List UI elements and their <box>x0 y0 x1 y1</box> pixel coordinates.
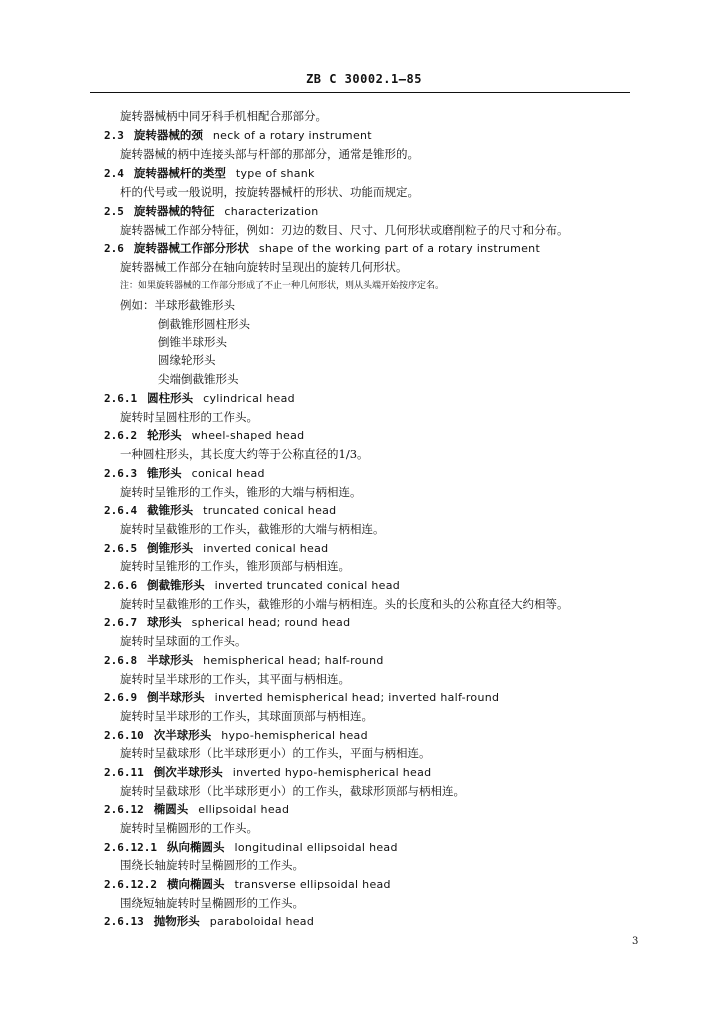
definition-text: 旋转器械的柄中连接头部与杆部的那部分，通常是锥形的。 <box>120 147 419 161</box>
term-entry <box>104 801 289 818</box>
clause-number: 2.6.6 <box>104 579 138 592</box>
term-chinese: 纵向椭圆头 <box>166 840 225 854</box>
term-chinese: 倒锥形头 <box>147 541 194 555</box>
definition-text: 旋转时呈半球形的工作头，其球面顶部与柄相连。 <box>120 709 373 723</box>
term-english: inverted conical head <box>203 542 329 555</box>
term-english: hemispherical head; half-round <box>203 654 384 667</box>
term-english: paraboloidal head <box>209 915 315 928</box>
term-entry <box>104 203 319 220</box>
term-english: ellipsoidal head <box>198 803 290 816</box>
term-english: hypo-hemispherical head <box>221 729 368 742</box>
clause-number: 2.6.5 <box>104 542 138 555</box>
definition-text: 围绕长轴旋转时呈椭圆形的工作头。 <box>120 858 304 872</box>
term-entry <box>104 614 350 631</box>
clause-number: 2.6.12 <box>104 803 144 816</box>
clause-number: 2.6.10 <box>104 729 144 742</box>
clause-number: 2.6.7 <box>104 616 138 629</box>
term-entry <box>104 127 372 144</box>
term-chinese: 半球形头 <box>147 653 194 667</box>
term-english: cylindrical head <box>203 392 295 405</box>
clause-number: 2.6.8 <box>104 654 138 667</box>
clause-number: 2.6.9 <box>104 691 138 704</box>
definition-text: 尖端倒截锥形头 <box>158 372 239 386</box>
document-header: ZB C 30002.1—85 <box>306 72 422 86</box>
clause-number: 2.5 <box>104 205 124 218</box>
definition-text: 旋转器械工作部分特征，例如：刃边的数目、尺寸、几何形状或磨削粒子的尺寸和分布。 <box>120 223 569 237</box>
definition-text: 旋转时呈球面的工作头。 <box>120 634 247 648</box>
definition-text: 旋转时呈截锥形的工作头，截锥形的大端与柄相连。 <box>120 522 385 536</box>
term-chinese: 抛物形头 <box>153 914 200 928</box>
term-chinese: 椭圆头 <box>153 802 189 816</box>
term-entry <box>104 502 336 519</box>
clause-number: 2.6.13 <box>104 915 144 928</box>
term-english: transverse ellipsoidal head <box>234 878 391 891</box>
term-entry <box>104 839 398 856</box>
clause-number: 2.3 <box>104 129 124 142</box>
clause-number: 2.6.12.1 <box>104 841 157 854</box>
term-chinese: 锥形头 <box>147 466 182 480</box>
term-chinese: 倒次半球形头 <box>153 765 223 779</box>
term-chinese: 截锥形头 <box>147 503 194 517</box>
term-chinese: 倒半球形头 <box>147 690 205 704</box>
clause-number: 2.6.2 <box>104 429 138 442</box>
term-entry <box>104 390 295 407</box>
term-chinese: 旋转器械杆的类型 <box>133 166 226 180</box>
clause-number: 2.6.12.2 <box>104 878 157 891</box>
term-entry <box>104 652 384 669</box>
definition-text: 旋转器械工作部分在轴向旋转时呈现出的旋转几何形状。 <box>120 260 408 274</box>
clause-number: 2.4 <box>104 167 124 180</box>
term-english: shape of the working part of a rotary instrument <box>258 242 541 255</box>
definition-text: 旋转时呈截球形（比半球形更小）的工作头，平面与柄相连。 <box>120 746 431 760</box>
clause-number: 2.6 <box>104 242 124 255</box>
term-english: conical head <box>191 467 265 480</box>
term-chinese: 旋转器械的颈 <box>133 128 203 142</box>
term-entry <box>104 540 328 557</box>
term-entry <box>104 240 540 257</box>
definition-text: 杆的代号或一般说明，按旋转器械杆的形状、功能而规定。 <box>120 185 419 199</box>
term-entry <box>104 165 315 182</box>
definition-text: 围绕短轴旋转时呈椭圆形的工作头。 <box>120 896 304 910</box>
definition-text: 倒锥半球形头 <box>158 335 227 349</box>
definition-text: 旋转器械柄中同牙科手机相配合那部分。 <box>120 109 327 123</box>
term-entry <box>104 764 431 781</box>
term-english: wheel-shaped head <box>191 429 305 442</box>
term-english: characterization <box>224 205 319 218</box>
term-english: inverted hypo-hemispherical head <box>232 766 432 779</box>
term-entry <box>104 427 304 444</box>
term-entry <box>104 577 400 594</box>
term-english: spherical head; round head <box>191 616 351 629</box>
definition-text: 旋转时呈椭圆形的工作头。 <box>120 821 258 835</box>
term-entry <box>104 727 368 744</box>
definition-text: 旋转时呈锥形的工作头，锥形的大端与柄相连。 <box>120 485 362 499</box>
term-chinese: 旋转器械工作部分形状 <box>133 241 249 255</box>
definition-text: 一种圆柱形头，其长度大约等于公称直径的1/3。 <box>120 447 369 461</box>
term-chinese: 轮形头 <box>147 428 182 442</box>
term-entry <box>104 689 499 706</box>
clause-number: 2.6.4 <box>104 504 138 517</box>
definition-text: 旋转时呈锥形的工作头，锥形顶部与柄相连。 <box>120 559 350 573</box>
term-english: type of shank <box>235 167 315 180</box>
definition-text: 例如：半球形截锥形头 <box>120 298 235 312</box>
term-entry <box>104 465 265 482</box>
definition-text: 圆缘轮形头 <box>158 353 216 367</box>
note-text: 注：如果旋转器械的工作部分形成了不止一种几何形状，则从头端开始按序定名。 <box>120 281 445 291</box>
definition-text: 旋转时呈半球形的工作头，其平面与柄相连。 <box>120 672 350 686</box>
term-chinese: 球形头 <box>147 615 182 629</box>
term-chinese: 旋转器械的特征 <box>133 204 215 218</box>
term-english: inverted truncated conical head <box>214 579 401 592</box>
term-chinese: 圆柱形头 <box>147 391 194 405</box>
term-entry <box>104 876 391 893</box>
term-english: longitudinal ellipsoidal head <box>234 841 398 854</box>
clause-number: 2.6.3 <box>104 467 138 480</box>
term-english: truncated conical head <box>203 504 337 517</box>
term-english: neck of a rotary instrument <box>212 129 372 142</box>
term-chinese: 倒截锥形头 <box>147 578 205 592</box>
term-chinese: 横向椭圆头 <box>166 877 225 891</box>
term-chinese: 次半球形头 <box>153 728 212 742</box>
clause-number: 2.6.1 <box>104 392 138 405</box>
definition-text: 倒截锥形圆柱形头 <box>158 317 250 331</box>
definition-text: 旋转时呈圆柱形的工作头。 <box>120 410 258 424</box>
term-entry <box>104 913 314 930</box>
clause-number: 2.6.11 <box>104 766 144 779</box>
definition-text: 旋转时呈截球形（比半球形更小）的工作头，截球形顶部与柄相连。 <box>120 784 465 798</box>
term-english: inverted hemispherical head; inverted half-round <box>214 691 500 704</box>
definition-text: 旋转时呈截锥形的工作头，截锥形的小端与柄相连。头的长度和头的公称直径大约相等。 <box>120 597 569 611</box>
page-number: 3 <box>632 936 639 947</box>
